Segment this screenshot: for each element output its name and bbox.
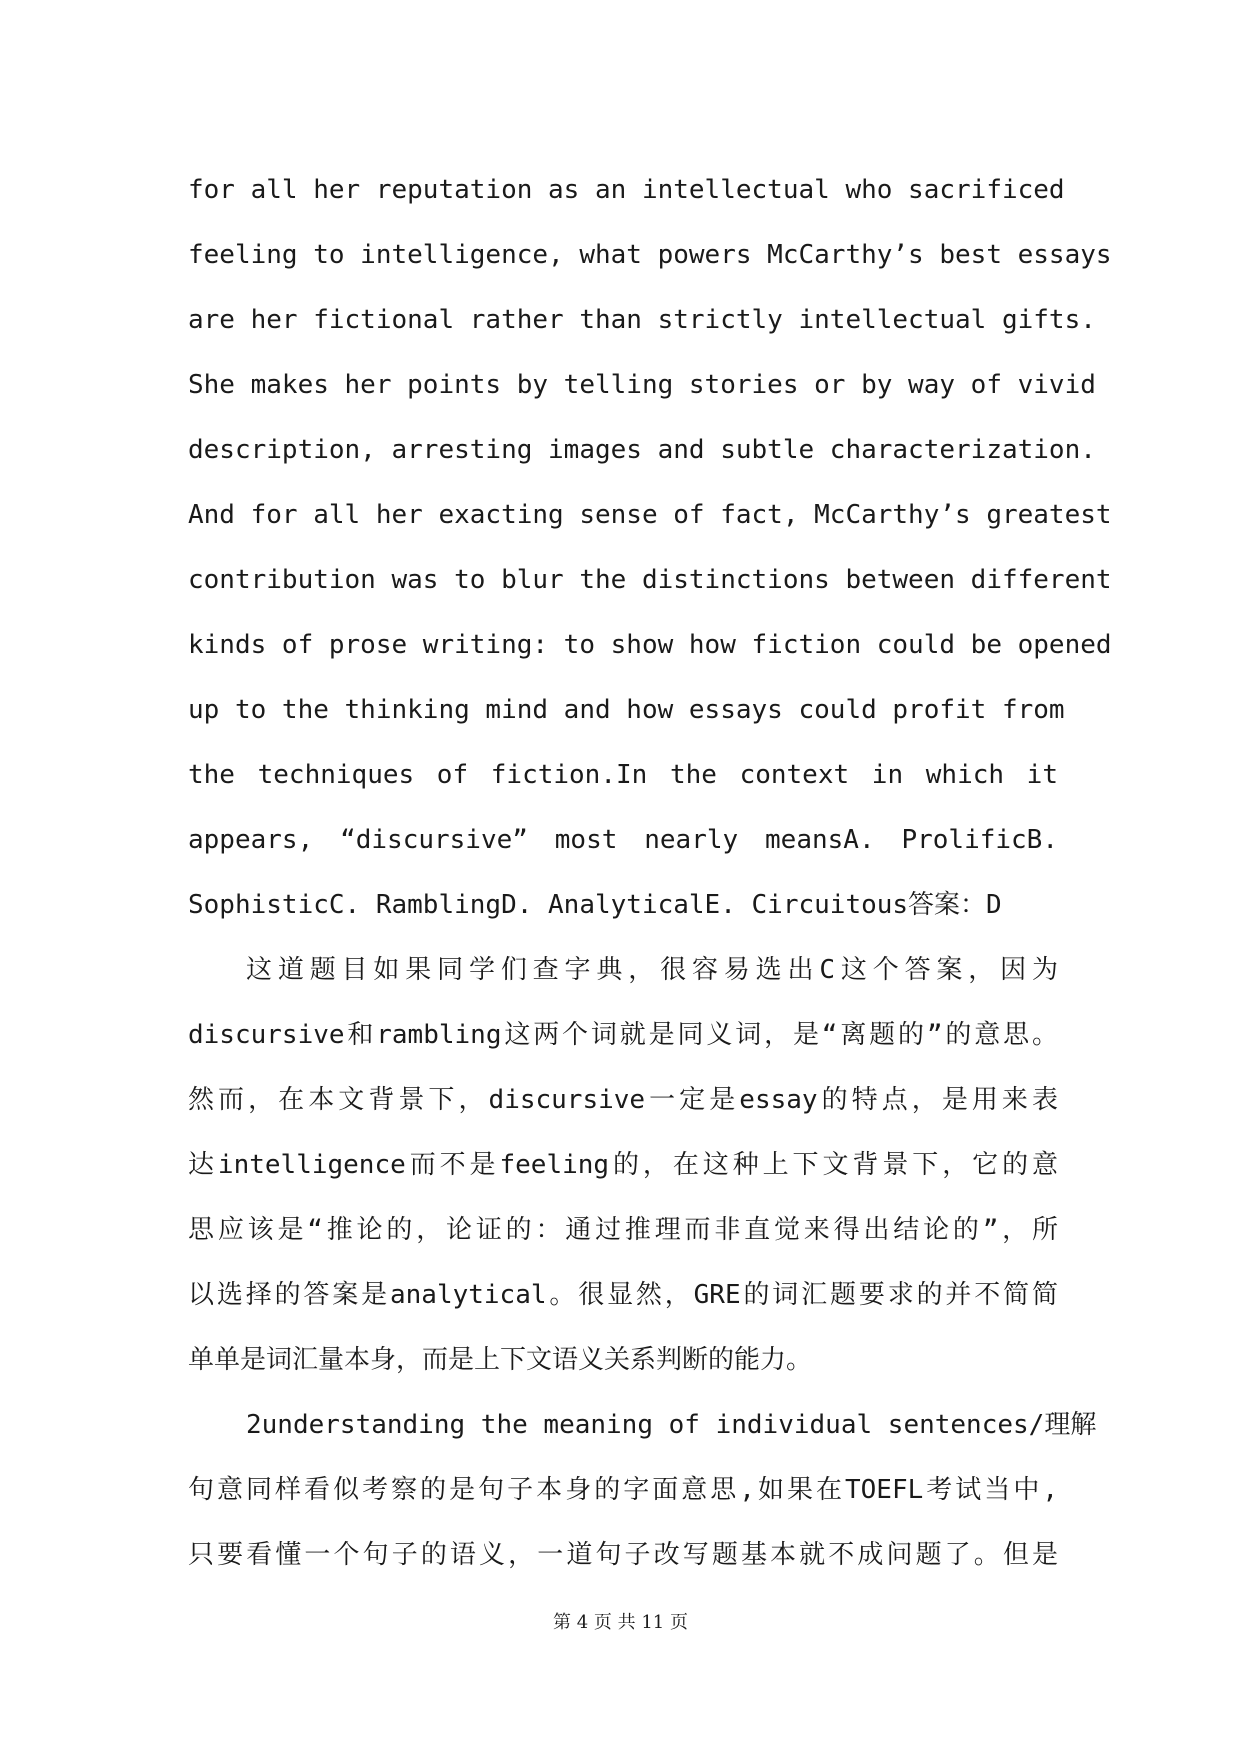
text-line: 达intelligence而不是feeling的，在这种上下文背景下，它的意 xyxy=(188,1150,1058,1180)
body-text xyxy=(188,158,1112,1588)
text-line: 2understanding the meaning of individual sentences/理解 xyxy=(246,1410,1097,1440)
text-line: contribution was to blur the distinctions between different xyxy=(188,565,1112,595)
text-line: discursive和rambling这两个词就是同义词，是“离题的”的意思。 xyxy=(188,1020,1058,1050)
text-line: are her fictional rather than strictly intellectual gifts. xyxy=(188,305,1096,335)
text-line: 句意同样看似考察的是句子本身的字面意思,如果在TOEFL考试当中, xyxy=(188,1475,1058,1505)
text-line: 这道题目如果同学们查字典，很容易选出C这个答案，因为 xyxy=(246,955,1058,985)
text-line: 然而，在本文背景下，discursive一定是essay的特点，是用来表 xyxy=(188,1085,1058,1115)
text-line: kinds of prose writing: to show how fiction could be opened xyxy=(188,630,1112,660)
text-line: feeling to intelligence, what powers McCarthy’s best essays xyxy=(188,240,1112,270)
page-number: 第 4 页 共 11 页 xyxy=(553,1612,688,1633)
text-line: 单单是词汇量本身，而是上下文语义关系判断的能力。 xyxy=(188,1345,813,1375)
text-line: 思应该是“推论的，论证的：通过推理而非直觉来得出结论的”，所 xyxy=(188,1215,1058,1245)
text-line: appears, “discursive” most nearly meansA. ProlificB. xyxy=(188,825,1058,855)
text-line: for all her reputation as an intellectual who sacrificed xyxy=(188,175,1065,205)
text-line: She makes her points by telling stories or by way of vivid xyxy=(188,370,1096,400)
text-line: the techniques of fiction.In the context in which it xyxy=(188,760,1058,790)
text-line: up to the thinking mind and how essays could profit from xyxy=(188,695,1065,725)
text-line: 以选择的答案是analytical。很显然，GRE的词汇题要求的并不简简 xyxy=(188,1280,1058,1310)
text-line: And for all her exacting sense of fact, McCarthy’s greatest xyxy=(188,500,1112,530)
paragraph-2 xyxy=(188,938,1058,1393)
paragraph-3 xyxy=(188,1393,1097,1588)
text-line: 只要看懂一个句子的语义，一道句子改写题基本就不成问题了。但是 xyxy=(188,1540,1058,1570)
text-line: SophisticC. RamblingD. AnalyticalE. Circuitous答案：D xyxy=(188,890,1002,920)
page-footer xyxy=(0,1608,1241,1634)
paragraph-1 xyxy=(188,158,1112,938)
text-line: description, arresting images and subtle characterization. xyxy=(188,435,1096,465)
